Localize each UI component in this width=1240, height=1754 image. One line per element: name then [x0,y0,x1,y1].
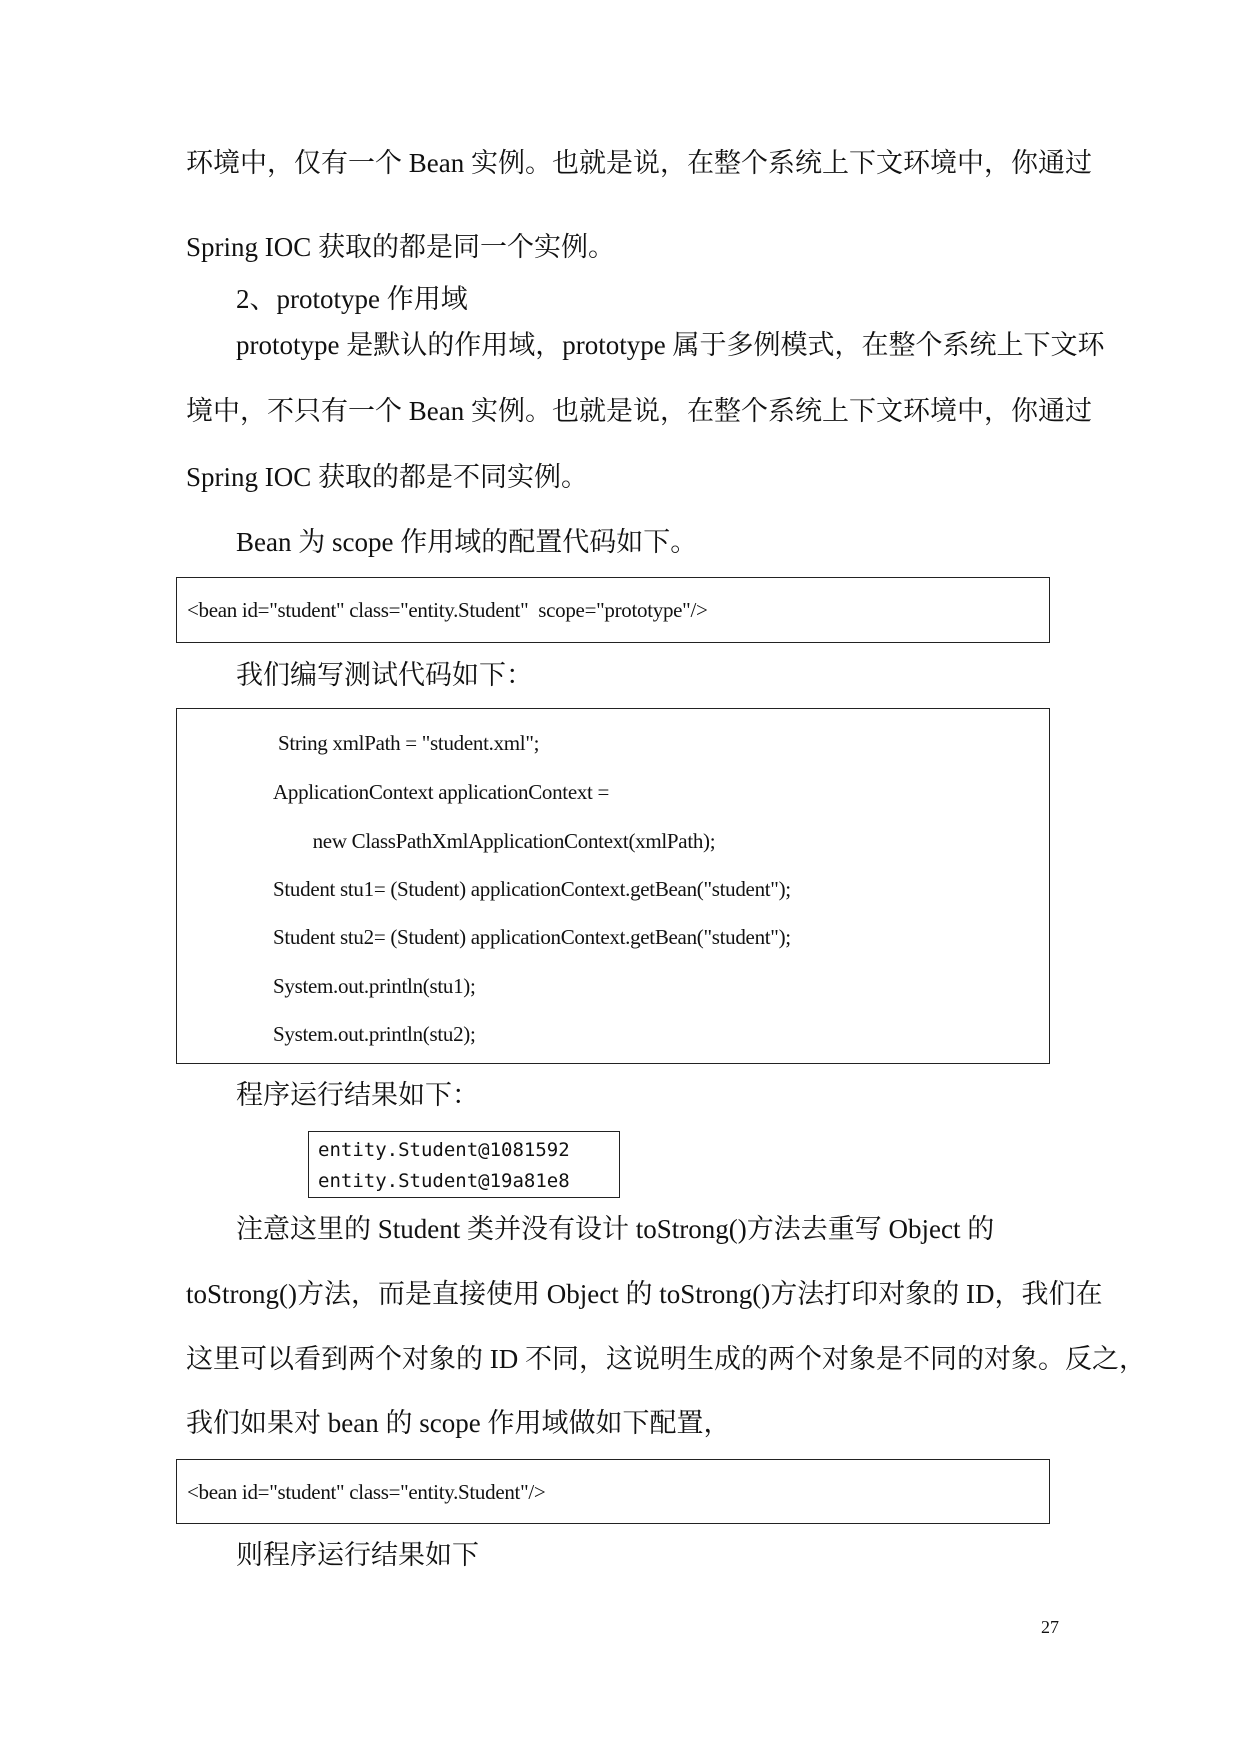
code-line: ApplicationContext applicationContext = [273,780,610,804]
paragraph-line: prototype 是默认的作用域，prototype 属于多例模式，在整个系统上下文环 [236,330,1105,360]
paragraph-line: 境中，不只有一个 Bean 实例。也就是说，在整个系统上下文环境中，你通过 [186,396,1092,426]
code-line: System.out.println(stu2); [273,1022,476,1046]
code-line: <bean id="student" class="entity.Student"/> [187,1480,546,1504]
code-line: new ClassPathXmlApplicationContext(xmlPath); [273,829,716,853]
paragraph-line: 我们如果对 bean 的 scope 作用域做如下配置， [186,1408,731,1438]
code-line: Student stu1= (Student) applicationContext.getBean("student"); [273,877,791,901]
paragraph-line: toStrong()方法，而是直接使用 Object 的 toStrong()方法打印对象的 ID，我们在 [186,1279,1103,1309]
output-line: entity.Student@19a81e8 [318,1170,570,1192]
code-line: String xmlPath = "student.xml"; [273,731,540,755]
paragraph-line: 则程序运行结果如下 [236,1540,479,1570]
section-heading: 2、prototype 作用域 [236,284,468,314]
paragraph-line: Spring IOC 获取的都是同一个实例。 [186,232,616,262]
code-box-test-code [176,708,1050,1064]
paragraph-line: 程序运行结果如下： [236,1080,479,1110]
paragraph-line: 注意这里的 Student 类并没有设计 toStrong()方法去重写 Object 的 [236,1214,995,1244]
paragraph-line: Spring IOC 获取的都是不同实例。 [186,462,589,492]
code-line: System.out.println(stu1); [273,974,476,998]
output-line: entity.Student@1081592 [318,1139,570,1161]
code-box-bean-scope [176,577,1050,643]
paragraph-line: 环境中，仅有一个 Bean 实例。也就是说，在整个系统上下文环境中，你通过 [186,148,1092,178]
paragraph-line: Bean 为 scope 作用域的配置代码如下。 [236,527,698,557]
paragraph-line: 我们编写测试代码如下： [236,660,533,690]
code-box-bean-default [176,1459,1050,1524]
output-box [308,1131,620,1198]
paragraph-line: 这里可以看到两个对象的 ID 不同，这说明生成的两个对象是不同的对象。反之， [186,1344,1146,1374]
code-line: Student stu2= (Student) applicationContext.getBean("student"); [273,925,791,949]
page-number: 27 [1041,1617,1059,1637]
code-line: <bean id="student" class="entity.Student" scope="prototype"/> [187,598,708,622]
